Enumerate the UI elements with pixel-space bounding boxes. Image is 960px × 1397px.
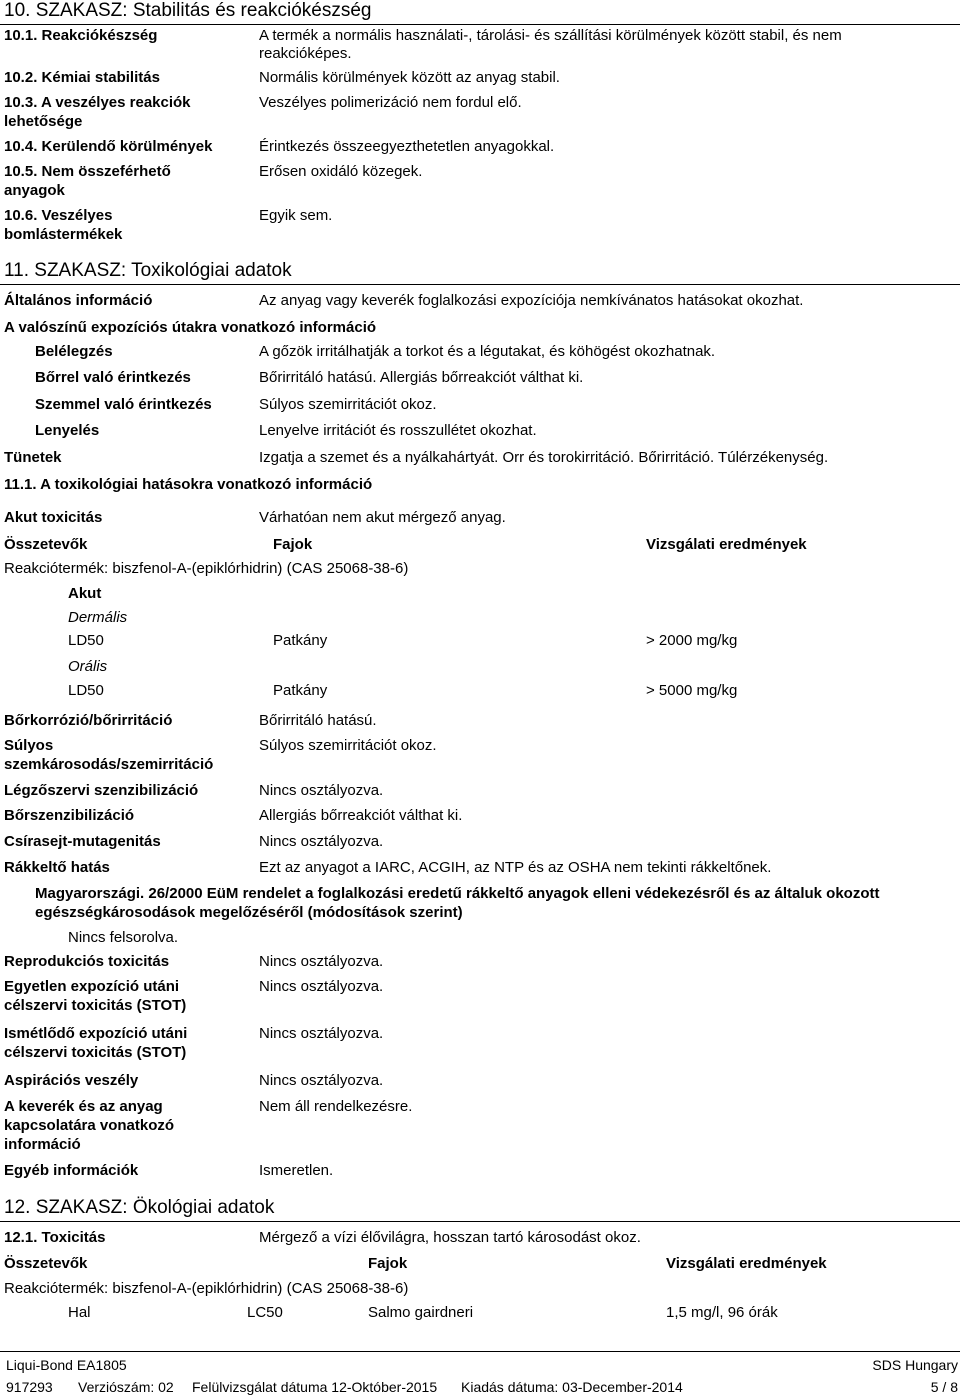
prop-value-eye-damage: Súlyos szemirritációt okoz. (259, 737, 437, 754)
oral-result: > 5000 mg/kg (646, 682, 738, 699)
prop-value-reproductive: Nincs osztályozva. (259, 953, 384, 970)
oral-species: Patkány (273, 682, 328, 699)
s10-value-conditions: Érintkezés összeegyezthetetlen anyagokkal. (259, 138, 555, 155)
prop-label-stot-single: Egyetlen expozíció utáni (4, 978, 180, 995)
footer-issued: Kiadás dátuma: 03-December-2014 (461, 1379, 683, 1395)
eco-header-components: Összetevők (4, 1255, 88, 1272)
component-name: Reakciótermék: biszfenol-A-(epiklórhidrin) (CAS 25068-38-6) (4, 560, 409, 577)
prop-label-skin-sens: Bőrszenzibilizáció (4, 807, 135, 824)
section-divider (0, 1221, 960, 1222)
oral-ld50: LD50 (68, 682, 104, 699)
hu-regulation-title-cont: egészségkárosodások megelőzéséről (módosítások szerint) (35, 904, 463, 921)
prop-label-skin-corrosion: Bőrkorrózió/bőrirritáció (4, 712, 173, 729)
route-label-eye: Szemmel való érintkezés (35, 396, 212, 413)
footer-sds: SDS Hungary (872, 1357, 958, 1373)
footer-version: Verziószám: 02 (78, 1379, 174, 1395)
prop-value-respiratory: Nincs osztályozva. (259, 782, 384, 799)
dermal-result: > 2000 mg/kg (646, 632, 738, 649)
prop-value-stot-single: Nincs osztályozva. (259, 978, 384, 995)
route-value-skin: Bőrirritáló hatású. Allergiás bőrreakciót válthat ki. (259, 369, 584, 386)
prop-label-mixture: A keverék és az anyag (4, 1098, 163, 1115)
prop-value-skin-corrosion: Bőrirritáló hatású. (259, 712, 377, 729)
eco-header-species: Fajok (368, 1255, 408, 1272)
footer-divider (0, 1351, 960, 1352)
s10-label-incompatible: 10.5. Nem összeférhető (4, 163, 171, 180)
prop-label-eye-damage: Súlyos (4, 737, 54, 754)
s10-label-incompatible-cont: anyagok (4, 182, 65, 199)
table-header-components: Összetevők (4, 536, 88, 553)
route-label-ingestion: Lenyelés (35, 422, 100, 439)
prop-value-mixture: Nem áll rendelkezésre. (259, 1098, 413, 1115)
oral-subheading: Orális (68, 658, 108, 675)
eco-component-name: Reakciótermék: biszfenol-A-(epiklórhidrin) (CAS 25068-38-6) (4, 1280, 409, 1297)
prop-label-mixture-cont: kapcsolatára vonatkozó (4, 1117, 175, 1134)
s11-general-label: Általános információ (4, 292, 153, 309)
s10-value-hazardous-reactions: Veszélyes polimerizáció nem fordul elő. (259, 94, 522, 111)
s10-label-decomposition: 10.6. Veszélyes (4, 207, 113, 224)
route-label-inhalation: Belélegzés (35, 343, 113, 360)
prop-label-reproductive: Reprodukciós toxicitás (4, 953, 170, 970)
route-value-ingestion: Lenyelve irritációt és rosszullétet okozhat. (259, 422, 537, 439)
prop-label-stot-single-cont: célszervi toxicitás (STOT) (4, 997, 187, 1014)
eco-row-organism: Hal (68, 1304, 91, 1321)
prop-label-eye-damage-cont: szemkárosodás/szemirritáció (4, 756, 214, 773)
table-header-results: Vizsgálati eredmények (646, 536, 807, 553)
s12-toxicity-value: Mérgező a vízi élővilágra, hosszan tartó károsodást okoz. (259, 1229, 641, 1246)
eco-header-results: Vizsgálati eredmények (666, 1255, 827, 1272)
footer-id: 917293 (6, 1379, 53, 1395)
route-value-inhalation: A gőzök irritálhatják a torkot és a légutakat, és köhögést okozhatnak. (259, 343, 716, 360)
section-11-heading: 11. SZAKASZ: Toxikológiai adatok (4, 260, 292, 281)
prop-value-skin-sens: Allergiás bőrreakciót válthat ki. (259, 807, 463, 824)
s10-label-stability: 10.2. Kémiai stabilitás (4, 69, 160, 86)
acute-toxicity-value: Várhatóan nem akut mérgező anyag. (259, 509, 506, 526)
dermal-subheading: Dermális (68, 609, 128, 626)
s10-label-reactivity: 10.1. Reakciókészség (4, 27, 158, 44)
acute-subheading: Akut (68, 585, 102, 602)
dermal-ld50: LD50 (68, 632, 104, 649)
prop-label-stot-repeated-cont: célszervi toxicitás (STOT) (4, 1044, 187, 1061)
s11-general-value: Az anyag vagy keverék foglalkozási expozíciója nemkívánatos hatásokat okozhat. (259, 292, 804, 309)
s10-value-reactivity: A termék a normális használati-, tárolási- és szállítási körülmények között stabil, és nem (259, 27, 842, 44)
prop-label-aspiration: Aspirációs veszély (4, 1072, 139, 1089)
prop-value-aspiration: Nincs osztályozva. (259, 1072, 384, 1089)
eco-row-result: 1,5 mg/l, 96 órák (666, 1304, 778, 1321)
prop-value-mutagenicity: Nincs osztályozva. (259, 833, 384, 850)
section-divider (0, 284, 960, 285)
prop-label-mixture-cont2: információ (4, 1136, 81, 1153)
route-value-eye: Súlyos szemirritációt okoz. (259, 396, 437, 413)
prop-label-carcinogenicity: Rákkeltő hatás (4, 859, 110, 876)
prop-label-other: Egyéb információk (4, 1162, 139, 1179)
s10-value-decomposition: Egyik sem. (259, 207, 333, 224)
footer-revised: Felülvizsgálat dátuma 12-Október-2015 (192, 1379, 438, 1395)
section-10-heading: 10. SZAKASZ: Stabilitás és reakciókészség (4, 0, 372, 21)
s11-routes-title: A valószínű expozíciós útakra vonatkozó információ (4, 319, 377, 336)
symptoms-label: Tünetek (4, 449, 62, 466)
s10-label-decomposition-cont: bomlástermékek (4, 226, 123, 243)
s12-toxicity-label: 12.1. Toxicitás (4, 1229, 106, 1246)
table-header-species: Fajok (273, 536, 313, 553)
footer-page: 5 / 8 (930, 1379, 958, 1395)
acute-toxicity-label: Akut toxicitás (4, 509, 103, 526)
route-label-skin: Bőrrel való érintkezés (35, 369, 191, 386)
s10-label-conditions: 10.4. Kerülendő körülmények (4, 138, 213, 155)
s10-value-stability: Normális körülmények között az anyag stabil. (259, 69, 560, 86)
footer-product: Liqui-Bond EA1805 (6, 1357, 127, 1373)
s10-label-hazardous-reactions: 10.3. A veszélyes reakciók (4, 94, 191, 111)
prop-label-mutagenicity: Csírasejt-mutagenitás (4, 833, 161, 850)
prop-value-stot-repeated: Nincs osztályozva. (259, 1025, 384, 1042)
eco-row-endpoint: LC50 (247, 1304, 283, 1321)
prop-label-respiratory: Légzőszervi szenzibilizáció (4, 782, 199, 799)
prop-label-stot-repeated: Ismétlődő expozíció utáni (4, 1025, 188, 1042)
section-divider (0, 24, 960, 25)
s10-value-incompatible: Erősen oxidáló közegek. (259, 163, 423, 180)
s10-label-hazardous-reactions-cont: lehetősége (4, 113, 83, 130)
hu-regulation-title: Magyarországi. 26/2000 EüM rendelet a foglalkozási eredetű rákkeltő anyagok elleni védekezésről és az általuk okozott (35, 885, 880, 902)
s10-value-reactivity-cont: reakcióképes. (259, 45, 352, 62)
symptoms-value: Izgatja a szemet és a nyálkahártyát. Orr és torokirritáció. Bőrirritáció. Túlérzékenység. (259, 449, 829, 466)
dermal-species: Patkány (273, 632, 328, 649)
hu-regulation-value: Nincs felsorolva. (68, 929, 179, 946)
s11-subsection-title: 11.1. A toxikológiai hatásokra vonatkozó információ (4, 476, 373, 493)
prop-value-other: Ismeretlen. (259, 1162, 334, 1179)
eco-row-species: Salmo gairdneri (368, 1304, 474, 1321)
section-12-heading: 12. SZAKASZ: Ökológiai adatok (4, 1197, 275, 1218)
prop-value-carcinogenicity: Ezt az anyagot a IARC, ACGIH, az NTP és az OSHA nem tekinti rákkeltőnek. (259, 859, 772, 876)
